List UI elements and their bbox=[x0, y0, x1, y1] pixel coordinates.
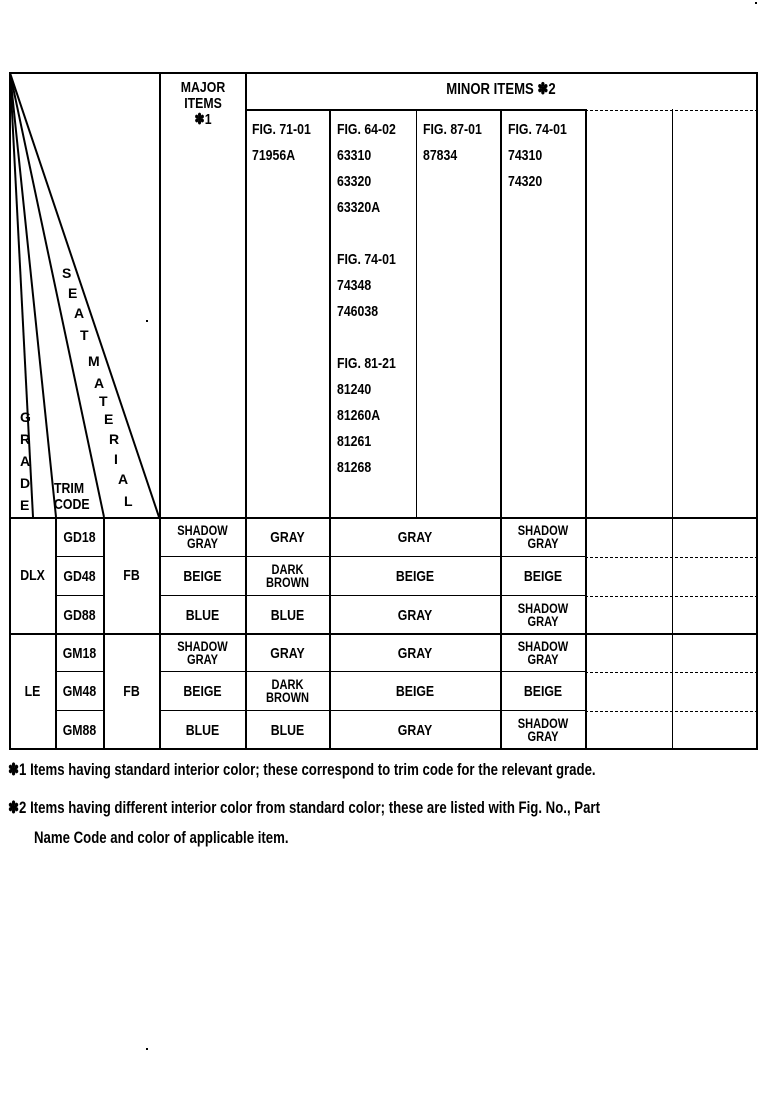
scan-speck bbox=[146, 320, 148, 322]
major-item-color-cell: BLUE bbox=[185, 721, 220, 739]
fig71-color-cell: GRAY bbox=[270, 528, 305, 546]
trim-code-cell: GM18 bbox=[62, 644, 97, 662]
trim-code-cell: GD18 bbox=[63, 528, 96, 546]
seat-material-letter: E bbox=[104, 411, 114, 427]
major-item-color-cell: SHADOW GRAY bbox=[177, 639, 228, 667]
part-code: 63310 bbox=[337, 147, 372, 164]
fig71-column-header bbox=[252, 117, 311, 169]
seat-material-letter: T bbox=[80, 327, 89, 343]
part-code: FIG. 87-01 bbox=[423, 121, 482, 138]
seat-material-letter: R bbox=[109, 431, 120, 447]
fig64-87-color-cell: GRAY bbox=[397, 721, 433, 739]
trim-code-label: TRIM CODE bbox=[54, 480, 90, 513]
fig74-color-cell: BEIGE bbox=[523, 682, 563, 700]
grade-letter: R bbox=[20, 431, 31, 447]
diagonal-line-seat-left bbox=[10, 73, 104, 517]
part-code: 87834 bbox=[423, 147, 458, 164]
fig74-column-header bbox=[508, 117, 567, 195]
part-code: 74310 bbox=[508, 147, 543, 164]
minor-items-header: MINOR ITEMS ✽2 bbox=[446, 81, 556, 98]
grade-cell: DLX bbox=[20, 567, 45, 584]
footnote-2: ✽2 Items having different interior color from standard color; these are listed with Fig. No., Part bbox=[8, 799, 600, 817]
seat-material-letter: M bbox=[88, 353, 100, 369]
seat-material-letter: I bbox=[114, 451, 118, 467]
major-item-color-cell: SHADOW GRAY bbox=[177, 523, 228, 551]
trim-code-cell: GD88 bbox=[63, 606, 96, 624]
fig71-color-cell: DARK BROWN bbox=[265, 677, 310, 705]
fig71-color-cell: BLUE bbox=[270, 721, 305, 739]
major-item-color-cell: BLUE bbox=[185, 606, 220, 624]
fig64-87-color-cell: GRAY bbox=[397, 606, 433, 624]
seat-material-letter: L bbox=[124, 493, 133, 509]
grade-letter: E bbox=[20, 497, 30, 513]
fig71-color-cell: BLUE bbox=[270, 606, 305, 624]
fig64-87-color-cell: GRAY bbox=[397, 528, 433, 546]
fig71-color-cell: DARK BROWN bbox=[265, 562, 310, 590]
footnote-1: ✽1 Items having standard interior color; these correspond to trim code for the relevant grade. bbox=[8, 761, 596, 779]
part-code: 74320 bbox=[508, 173, 543, 190]
part-code: 63320 bbox=[337, 173, 372, 190]
part-code: FIG. 74-01 bbox=[337, 251, 396, 268]
scan-speck bbox=[755, 2, 757, 4]
part-code: 74348 bbox=[337, 277, 372, 294]
seat-material-letter: A bbox=[74, 305, 85, 321]
scan-speck bbox=[146, 1048, 148, 1050]
seat-material-letter: T bbox=[99, 393, 108, 409]
part-code: 81260A bbox=[337, 407, 381, 424]
fig87-column-header bbox=[423, 117, 482, 169]
seat-material-letter: A bbox=[94, 375, 105, 391]
part-code: 63320A bbox=[337, 199, 381, 216]
fig64-87-color-cell: BEIGE bbox=[395, 567, 435, 585]
seat-material-letter: E bbox=[68, 285, 78, 301]
footnote-2-continued: Name Code and color of applicable item. bbox=[34, 829, 289, 847]
part-code: FIG. 81-21 bbox=[337, 355, 396, 372]
major-item-color-cell: BEIGE bbox=[183, 682, 222, 700]
trim-code-cell: GM48 bbox=[62, 682, 97, 700]
fig71-color-cell: GRAY bbox=[270, 644, 305, 662]
trim-code-cell: GM88 bbox=[62, 721, 97, 739]
part-code: FIG. 71-01 bbox=[252, 121, 311, 138]
grade-cell: LE bbox=[24, 683, 41, 700]
grade-letter: G bbox=[20, 409, 31, 425]
fig64-column-header bbox=[337, 117, 396, 481]
seat-material-cell: FB bbox=[123, 567, 140, 584]
major-item-color-cell: BEIGE bbox=[183, 567, 222, 585]
fig74-color-cell: SHADOW GRAY bbox=[517, 523, 569, 551]
part-code: FIG. 64-02 bbox=[337, 121, 396, 138]
part-code: 81240 bbox=[337, 381, 372, 398]
seat-material-cell: FB bbox=[123, 683, 140, 700]
fig74-color-cell: BEIGE bbox=[523, 567, 563, 585]
part-code: 81268 bbox=[337, 459, 372, 476]
fig74-color-cell: SHADOW GRAY bbox=[517, 716, 569, 744]
fig74-color-cell: SHADOW GRAY bbox=[517, 639, 569, 667]
part-code: 746038 bbox=[337, 303, 379, 320]
diagonal-line-grade bbox=[10, 73, 33, 517]
grade-letter: D bbox=[20, 475, 31, 491]
part-code: 81261 bbox=[337, 433, 372, 450]
spacer bbox=[337, 325, 396, 351]
fig64-87-color-cell: GRAY bbox=[397, 644, 433, 662]
fig74-color-cell: SHADOW GRAY bbox=[517, 601, 569, 629]
fig64-87-color-cell: BEIGE bbox=[395, 682, 435, 700]
grade-letter: A bbox=[20, 453, 31, 469]
part-code: 71956A bbox=[252, 147, 296, 164]
major-items-header: MAJOR ITEMS ✽1 bbox=[180, 79, 226, 128]
seat-material-letter: A bbox=[118, 471, 129, 487]
seat-material-letter: S bbox=[62, 265, 72, 281]
part-code: FIG. 74-01 bbox=[508, 121, 567, 138]
spacer bbox=[337, 221, 396, 247]
trim-code-cell: GD48 bbox=[63, 567, 96, 585]
